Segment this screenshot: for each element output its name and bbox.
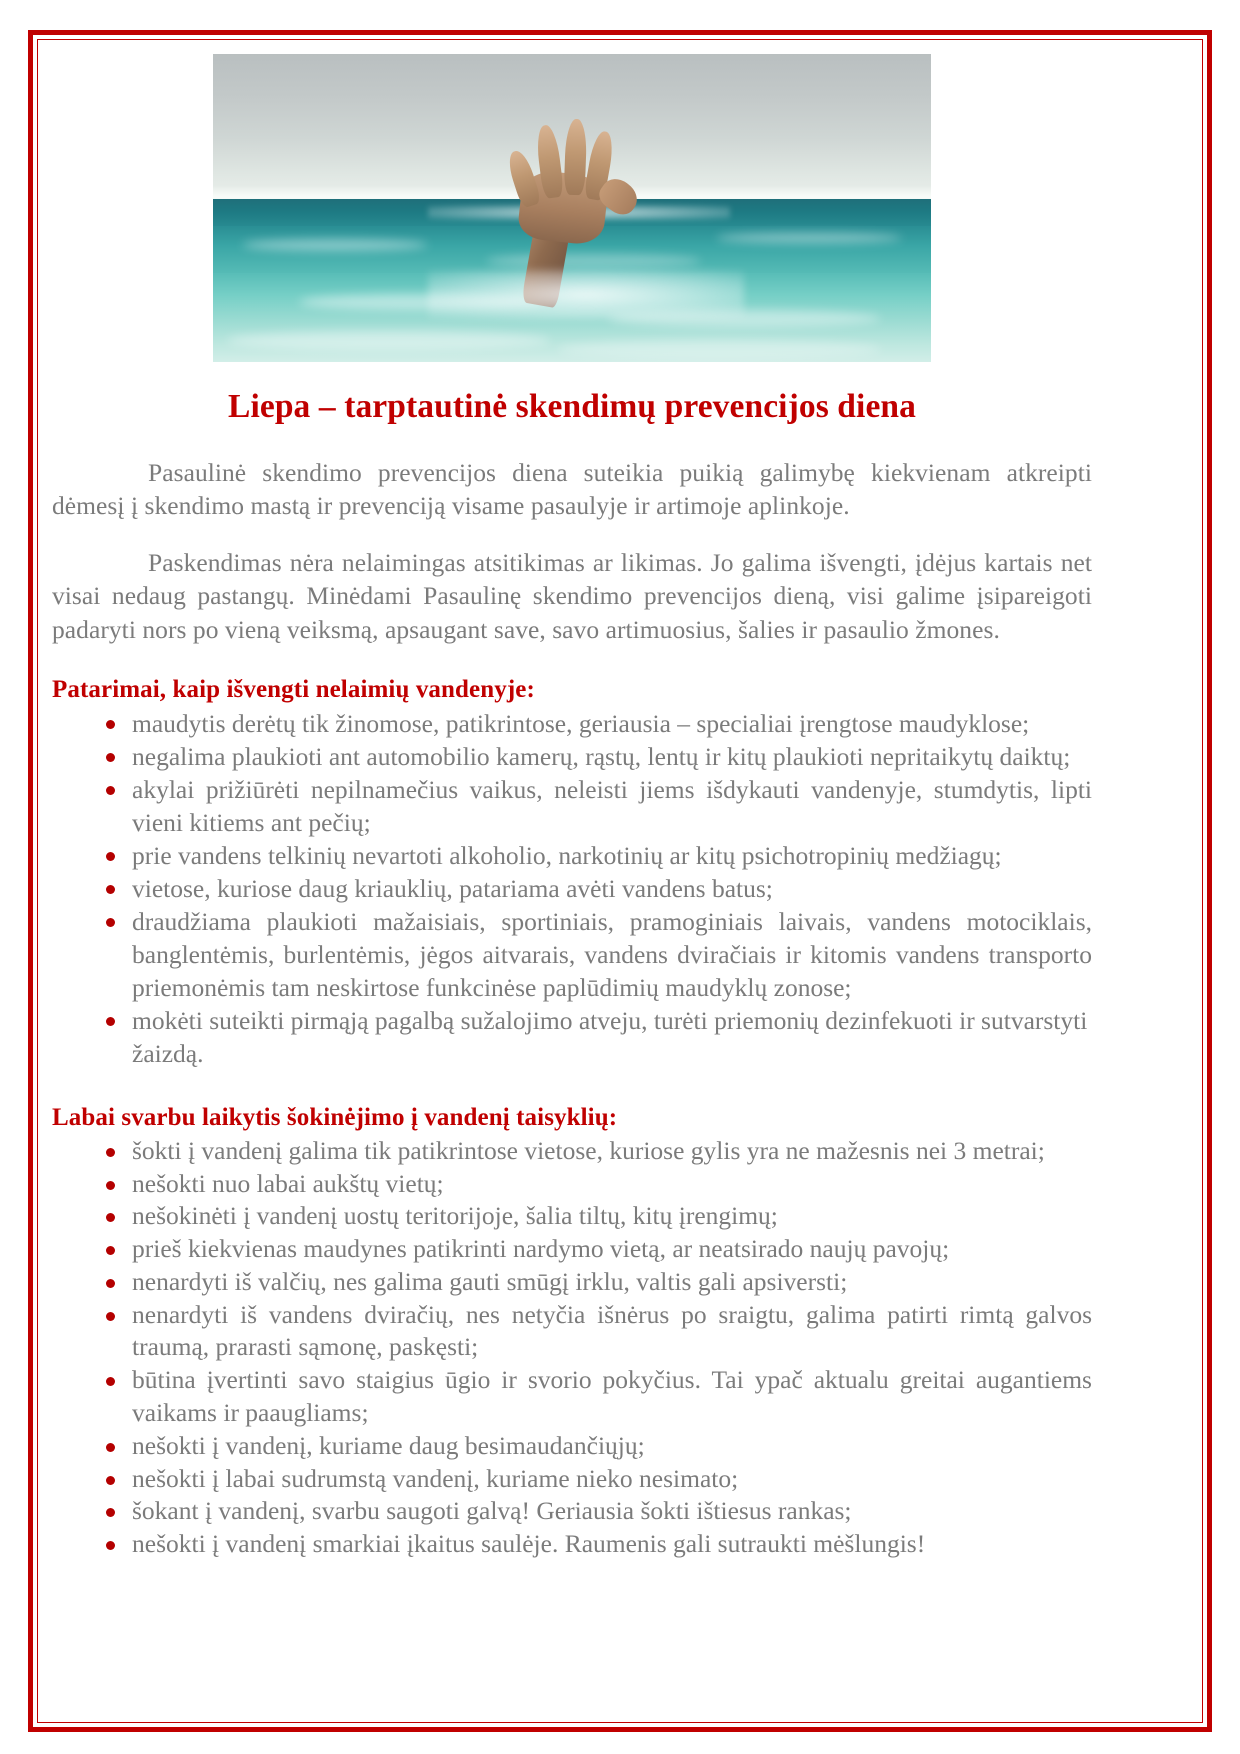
list-item: nešokti į vandenį, kuriame daug besimaudančiųjų;	[104, 1430, 1092, 1463]
list-item: nenardyti iš vandens dviračių, nes netyčia išnėrus po sraigtu, galima patirti rimtą galvos traumą, prarasti sąmonę, paskęsti;	[104, 1299, 1092, 1365]
page-title: Liepa – tarptautinė skendimų prevencijos diena	[228, 388, 916, 425]
drowning-hand-photo	[213, 54, 931, 362]
list-item: prieš kiekvienas maudynes patikrinti nardymo vietą, ar neatsirado naujų pavojų;	[104, 1233, 1092, 1266]
list-item: nešokti į labai sudrumstą vandenį, kuriame nieko nesimato;	[104, 1463, 1092, 1496]
list-item: draudžiama plaukioti mažaisiais, sportiniais, pramoginiais laivais, vandens motociklais, banglentėmis, burlentėmis, jėgos aitvarais, vandens dviračiais ir kitomis vandens transporto priemonėmis tam neskirtose funkcinėse paplūdimių maudyklų zonose;	[104, 905, 1092, 1004]
document-content	[52, 48, 1092, 1561]
list-item: prie vandens telkinių nevartoti alkoholio, narkotinių ar kitų psichotropinių medžiagų;	[104, 839, 1092, 872]
photo-splash	[428, 270, 744, 319]
list-item: šokti į vandenį galima tik patikrintose vietose, kuriose gylis yra ne mažesnis nei 3 metrai;	[104, 1135, 1092, 1168]
list-item: mokėti suteikti pirmąją pagalbą sužalojimo atveju, turėti priemonių dezinfekuoti ir sutvarstyti žaizdą.	[104, 1004, 1092, 1070]
jumping-rules-list	[52, 1135, 1092, 1561]
list-item: negalima plaukioti ant automobilio kamerų, rąstų, lentų ir kitų plaukioti nepritaikytų daiktų;	[104, 740, 1092, 773]
hero-image-wrapper	[52, 54, 1092, 362]
list-item: nešokti nuo labai aukštų vietų;	[104, 1168, 1092, 1201]
section-heading: Labai svarbu laikytis šokinėjimo į vandenį taisyklių:	[52, 1103, 618, 1131]
list-item: vietose, kuriose daug kriauklių, patariama avėti vandens batus;	[104, 872, 1092, 905]
photo-wave	[227, 331, 550, 349]
section-water-safety-tips	[52, 676, 1092, 1070]
section-jumping-rules	[52, 1104, 1092, 1561]
photo-hand-finger	[564, 119, 587, 196]
list-item: akylai prižiūrėti nepilnamečius vaikus, neleisti jiems išdykauti vandenyje, stumdytis, lipti vieni kitiems ant pečių;	[104, 773, 1092, 839]
list-item: šokant į vandenį, svarbu saugoti galvą! Geriausia šokti ištiesus rankas;	[104, 1495, 1092, 1528]
list-item: maudytis derėtų tik žinomose, patikrintose, geriausia – specialiai įrengtose maudyklose;	[104, 707, 1092, 740]
intro-paragraph-1: Pasaulinė skendimo prevencijos diena suteikia puikią galimybę kiekvienam atkreipti dėmesį į skendimo mastą ir prevenciją visame pasaulyje ir artimoje aplinkoje.	[52, 458, 1092, 521]
list-item: nešokinėti į vandenį uostų teritorijoje, šalia tiltų, kitų įrengimų;	[104, 1200, 1092, 1233]
water-safety-tips-list	[52, 707, 1092, 1070]
list-item: nenardyti iš valčių, nes galima gauti smūgį irklu, valtis gali apsiversti;	[104, 1266, 1092, 1299]
section-heading: Patarimai, kaip išvengti nelaimių vandenyje:	[52, 675, 535, 703]
list-item: nešokti į vandenį smarkiai įkaitus saulėje. Raumenis gali sutraukti mėšlungis!	[104, 1528, 1092, 1561]
list-item: būtina įvertinti savo staigius ūgio ir svorio pokyčius. Tai ypač aktualu greitai augantiems vaikams ir paaugliams;	[104, 1364, 1092, 1430]
photo-wave	[558, 340, 881, 358]
photo-wave	[242, 239, 429, 251]
intro-paragraph-2: Paskendimas nėra nelaimingas atsitikimas ar likimas. Jo galima išvengti, įdėjus kartais net visai nedaug pastangų. Minėdami Pasaulinę skendimo prevencijos dieną, visi galime įsipareigoti padaryti nors po vieną veiksmą, apsaugant save, savo artimuosius, šalies ir pasaulio žmones.	[52, 548, 1092, 644]
